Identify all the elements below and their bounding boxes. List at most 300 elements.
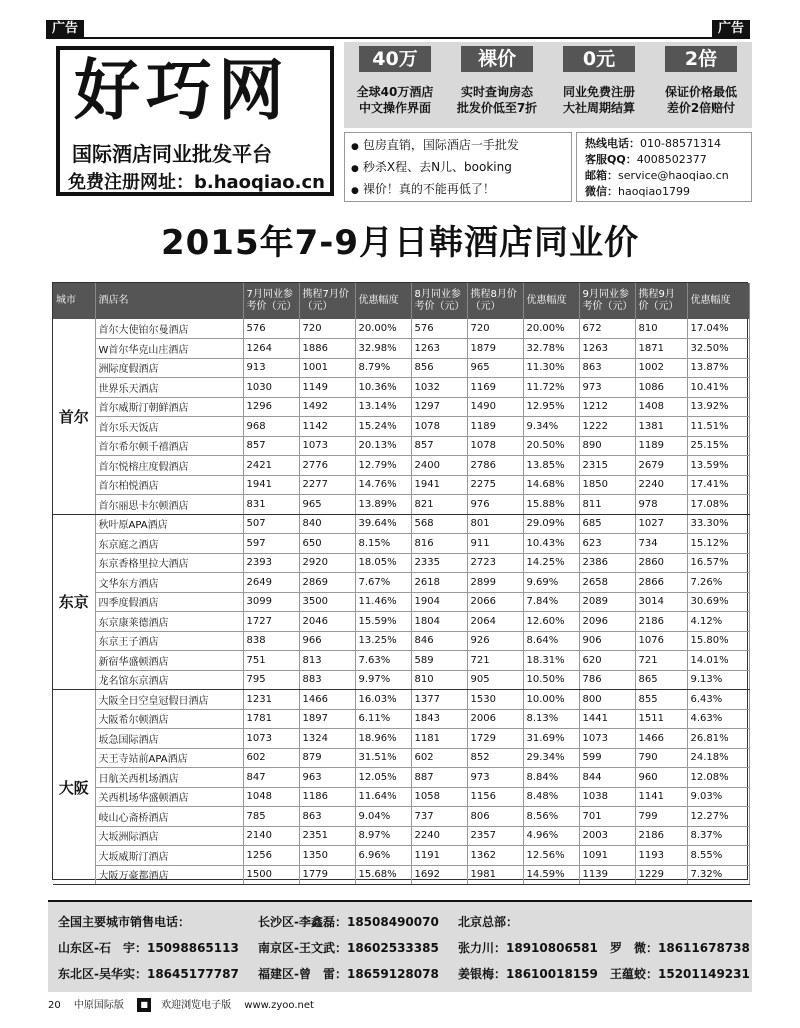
- price-cell: 12.79%: [355, 456, 411, 476]
- hotel-name-cell: 大坂洲际酒店: [95, 826, 243, 846]
- price-cell: 863: [579, 358, 635, 378]
- price-cell: 8.37%: [687, 826, 749, 846]
- bullet-text: 包房直销，国际酒店一手批发: [362, 138, 519, 152]
- price-cell: 806: [467, 807, 523, 827]
- price-cell: 883: [299, 670, 355, 690]
- price-cell: 2776: [299, 456, 355, 476]
- price-cell: 1058: [411, 787, 467, 807]
- table-body: [53, 319, 749, 885]
- bullet-item: [351, 134, 519, 156]
- price-cell: 16.57%: [687, 553, 749, 573]
- feature-badge: 2倍: [665, 46, 737, 72]
- price-cell: 1263: [579, 339, 635, 359]
- hotel-name-cell: 坂急国际酒店: [95, 729, 243, 749]
- ad-label-left: 广告: [46, 20, 84, 38]
- price-cell: 785: [243, 807, 299, 827]
- bullet-item: [351, 178, 495, 200]
- table-row: [53, 358, 749, 378]
- col-header: 7月同业参考价（元）: [243, 283, 299, 319]
- price-cell: 1727: [243, 612, 299, 632]
- table-row: [53, 729, 749, 749]
- price-cell: 1850: [579, 475, 635, 495]
- price-cell: 734: [635, 534, 687, 554]
- col-header: 8月同业参考价（元）: [411, 283, 467, 319]
- price-cell: 8.97%: [355, 826, 411, 846]
- price-cell: 26.81%: [687, 729, 749, 749]
- city-cell: 东京: [53, 514, 95, 690]
- price-cell: 973: [467, 768, 523, 788]
- price-cell: 9.69%: [523, 573, 579, 593]
- price-cell: 800: [579, 690, 635, 710]
- price-cell: 602: [411, 748, 467, 768]
- price-cell: 11.51%: [687, 417, 749, 437]
- hotel-name-cell: 首尔柏悦酒店: [95, 475, 243, 495]
- price-cell: 15.88%: [523, 495, 579, 515]
- price-cell: 623: [579, 534, 635, 554]
- price-cell: 1076: [635, 631, 687, 651]
- price-cell: 1091: [579, 846, 635, 866]
- price-cell: 12.95%: [523, 397, 579, 417]
- price-cell: 1381: [635, 417, 687, 437]
- hotline-value[interactable]: 010-88571314: [640, 137, 721, 150]
- price-cell: 15.68%: [355, 865, 411, 885]
- price-cell: 1002: [635, 358, 687, 378]
- price-cell: 821: [411, 495, 467, 515]
- price-cell: 3014: [635, 592, 687, 612]
- hotel-name-cell: W首尔华克山庄酒店: [95, 339, 243, 359]
- price-cell: 8.64%: [523, 631, 579, 651]
- price-cell: 1186: [299, 787, 355, 807]
- price-cell: 2335: [411, 553, 467, 573]
- price-cell: 17.41%: [687, 475, 749, 495]
- top-rule: [46, 37, 750, 39]
- price-cell: 7.32%: [687, 865, 749, 885]
- price-cell: 32.50%: [687, 339, 749, 359]
- price-cell: 2315: [579, 456, 635, 476]
- price-cell: 838: [243, 631, 299, 651]
- hotel-name-cell: 关西机场华盛顿酒店: [95, 787, 243, 807]
- price-cell: 25.15%: [687, 436, 749, 456]
- price-cell: 599: [579, 748, 635, 768]
- price-cell: 1466: [635, 729, 687, 749]
- price-cell: 2400: [411, 456, 467, 476]
- price-cell: 2064: [467, 612, 523, 632]
- hotline-label: 热线电话：: [585, 137, 640, 150]
- price-cell: 1229: [635, 865, 687, 885]
- price-cell: 816: [411, 534, 467, 554]
- price-cell: 15.24%: [355, 417, 411, 437]
- price-cell: 507: [243, 514, 299, 534]
- col-header: 优惠幅度: [355, 283, 411, 319]
- price-cell: 1073: [579, 729, 635, 749]
- price-cell: 13.14%: [355, 397, 411, 417]
- price-cell: 1073: [243, 729, 299, 749]
- price-cell: 1038: [579, 787, 635, 807]
- hotel-name-cell: 龙名馆东京酒店: [95, 670, 243, 690]
- price-cell: 1086: [635, 378, 687, 398]
- price-cell: 1779: [299, 865, 355, 885]
- price-cell: 751: [243, 651, 299, 671]
- price-cell: 720: [467, 319, 523, 339]
- hotel-name-cell: 首尔乐天饭店: [95, 417, 243, 437]
- price-cell: 7.63%: [355, 651, 411, 671]
- price-cell: 831: [243, 495, 299, 515]
- bullet-icon: ●: [351, 186, 359, 196]
- price-cell: 879: [299, 748, 355, 768]
- price-cell: 906: [579, 631, 635, 651]
- advert-header: [48, 40, 752, 206]
- price-cell: 926: [467, 631, 523, 651]
- price-cell: 10.36%: [355, 378, 411, 398]
- price-cell: 9.97%: [355, 670, 411, 690]
- price-cell: 2186: [635, 826, 687, 846]
- price-cell: 6.11%: [355, 709, 411, 729]
- bullet-icon: ●: [351, 164, 359, 174]
- price-cell: 10.43%: [523, 534, 579, 554]
- table-header-row: [53, 283, 749, 319]
- col-header: 优惠幅度: [687, 283, 749, 319]
- feature-line1: 实时查询房态: [460, 85, 533, 99]
- price-cell: 1181: [411, 729, 467, 749]
- price-cell: 810: [411, 670, 467, 690]
- sales-contacts: [48, 900, 752, 992]
- edition-name: 中原国际版: [73, 1000, 124, 1011]
- price-cell: 4.12%: [687, 612, 749, 632]
- price-cell: 18.05%: [355, 553, 411, 573]
- price-cell: 18.31%: [523, 651, 579, 671]
- table-row: [53, 319, 749, 339]
- hotel-name-cell: 大坂威斯汀酒店: [95, 846, 243, 866]
- price-table: [53, 283, 750, 885]
- price-cell: 1692: [411, 865, 467, 885]
- price-cell: 857: [411, 436, 467, 456]
- price-cell: 8.13%: [523, 709, 579, 729]
- table-row: [53, 397, 749, 417]
- email-value[interactable]: service@haoqiao.cn: [618, 169, 729, 182]
- bullet-text: 秒杀X程、去N儿、booking: [362, 160, 512, 174]
- hotel-name-cell: 首尔丽思卡尔顿酒店: [95, 495, 243, 515]
- price-cell: 863: [299, 807, 355, 827]
- table-row: [53, 592, 749, 612]
- contact-wang: 王蕴蛟：15201149231: [610, 967, 750, 981]
- price-cell: 2046: [299, 612, 355, 632]
- price-cell: 2786: [467, 456, 523, 476]
- price-cell: 1264: [243, 339, 299, 359]
- hotline: [585, 137, 721, 151]
- price-cell: 887: [411, 768, 467, 788]
- price-cell: 1169: [467, 378, 523, 398]
- price-cell: 721: [635, 651, 687, 671]
- price-cell: 968: [243, 417, 299, 437]
- col-header: 9月同业参考价（元）: [579, 283, 635, 319]
- price-cell: 1729: [467, 729, 523, 749]
- price-cell: 2866: [635, 573, 687, 593]
- price-cell: 13.59%: [687, 456, 749, 476]
- wechat-value: haoqiao1799: [618, 185, 690, 198]
- price-cell: 701: [579, 807, 635, 827]
- table-row: [53, 865, 749, 885]
- price-cell: 847: [243, 768, 299, 788]
- hotel-name-cell: 大阪全日空皇冠假日酒店: [95, 690, 243, 710]
- price-cell: 960: [635, 768, 687, 788]
- price-cell: 911: [467, 534, 523, 554]
- price-cell: 1492: [299, 397, 355, 417]
- price-cell: 2649: [243, 573, 299, 593]
- price-cell: 1897: [299, 709, 355, 729]
- price-cell: 1296: [243, 397, 299, 417]
- table-row: [53, 670, 749, 690]
- price-cell: 8.84%: [523, 768, 579, 788]
- qq-label: 客服QQ：: [585, 153, 637, 166]
- price-cell: 813: [299, 651, 355, 671]
- price-cell: 737: [411, 807, 467, 827]
- price-cell: 12.60%: [523, 612, 579, 632]
- price-cell: 976: [467, 495, 523, 515]
- hotel-name-cell: 秋叶原APA酒店: [95, 514, 243, 534]
- price-cell: 32.78%: [523, 339, 579, 359]
- price-cell: 8.79%: [355, 358, 411, 378]
- price-cell: 1490: [467, 397, 523, 417]
- price-cell: 905: [467, 670, 523, 690]
- magazine-logo-icon: ■: [137, 998, 151, 1012]
- feature-line2: 差价2倍赔付: [666, 101, 736, 115]
- price-cell: 12.56%: [523, 846, 579, 866]
- price-cell: 1941: [411, 475, 467, 495]
- price-cell: 795: [243, 670, 299, 690]
- price-cell: 1441: [579, 709, 635, 729]
- price-cell: 8.55%: [687, 846, 749, 866]
- price-cell: 1078: [411, 417, 467, 437]
- price-cell: 2421: [243, 456, 299, 476]
- price-cell: 2066: [467, 592, 523, 612]
- price-cell: 1189: [635, 436, 687, 456]
- price-cell: 2003: [579, 826, 635, 846]
- contact-fujian: 福建区-曾 雷：18659128078: [258, 967, 439, 981]
- price-cell: 14.68%: [523, 475, 579, 495]
- price-cell: 589: [411, 651, 467, 671]
- price-cell: 7.67%: [355, 573, 411, 593]
- price-cell: 10.50%: [523, 670, 579, 690]
- price-cell: 1511: [635, 709, 687, 729]
- hotel-name-cell: 首尔悦榕庄度假酒店: [95, 456, 243, 476]
- price-cell: 2096: [579, 612, 635, 632]
- price-cell: 1466: [299, 690, 355, 710]
- price-cell: 597: [243, 534, 299, 554]
- price-cell: 14.01%: [687, 651, 749, 671]
- price-cell: 11.46%: [355, 592, 411, 612]
- table-row: [53, 495, 749, 515]
- price-cell: 20.00%: [523, 319, 579, 339]
- price-cell: 799: [635, 807, 687, 827]
- price-cell: 14.76%: [355, 475, 411, 495]
- contact-changsha: 长沙区-李鑫磊：18508490070: [258, 915, 439, 929]
- hotel-name-cell: 四季度假酒店: [95, 592, 243, 612]
- price-cell: 15.80%: [687, 631, 749, 651]
- bullet-icon: ●: [351, 142, 359, 152]
- hotel-name-cell: 东京王子酒店: [95, 631, 243, 651]
- price-cell: 31.51%: [355, 748, 411, 768]
- hotel-name-cell: 首尔大使铂尔曼酒店: [95, 319, 243, 339]
- table-row: [53, 807, 749, 827]
- site-link[interactable]: www.zyoo.net: [244, 1000, 314, 1011]
- price-cell: 14.59%: [523, 865, 579, 885]
- price-cell: 856: [411, 358, 467, 378]
- price-cell: 1156: [467, 787, 523, 807]
- table-row: [53, 748, 749, 768]
- price-cell: 33.30%: [687, 514, 749, 534]
- logo-box: [56, 46, 334, 196]
- price-cell: 9.04%: [355, 807, 411, 827]
- price-cell: 1078: [467, 436, 523, 456]
- bullet-item: [351, 156, 512, 178]
- price-cell: 1350: [299, 846, 355, 866]
- welcome-text: 欢迎浏览电子版: [161, 1000, 232, 1011]
- price-cell: 8.56%: [523, 807, 579, 827]
- price-cell: 1222: [579, 417, 635, 437]
- price-cell: 1886: [299, 339, 355, 359]
- price-cell: 965: [299, 495, 355, 515]
- hotel-name-cell: 大阪希尔顿酒店: [95, 709, 243, 729]
- price-cell: 1500: [243, 865, 299, 885]
- price-cell: 1139: [579, 865, 635, 885]
- col-header: 城市: [53, 283, 95, 319]
- table-row: [53, 436, 749, 456]
- price-cell: 13.92%: [687, 397, 749, 417]
- price-cell: 10.41%: [687, 378, 749, 398]
- price-cell: 29.09%: [523, 514, 579, 534]
- price-cell: 1048: [243, 787, 299, 807]
- hotel-name-cell: 首尔希尔顿千禧酒店: [95, 436, 243, 456]
- table-row: [53, 826, 749, 846]
- feature-1: [446, 42, 548, 128]
- table-row: [53, 709, 749, 729]
- price-cell: 2240: [411, 826, 467, 846]
- col-header: 携程7月价（元）: [299, 283, 355, 319]
- price-cell: 20.13%: [355, 436, 411, 456]
- bullet-text: 裸价！真的不能再低了！: [362, 182, 495, 196]
- price-cell: 2860: [635, 553, 687, 573]
- page-title: 2015年7-9月日韩酒店同业价: [160, 223, 640, 263]
- price-cell: 2186: [635, 612, 687, 632]
- contact-box: [576, 132, 752, 202]
- wechat-label: 微信：: [585, 185, 618, 198]
- price-cell: 801: [467, 514, 523, 534]
- price-cell: 855: [635, 690, 687, 710]
- feature-strip: [344, 42, 752, 128]
- price-cell: 9.34%: [523, 417, 579, 437]
- hotel-name-cell: 世界乐天酒店: [95, 378, 243, 398]
- price-cell: 1193: [635, 846, 687, 866]
- price-cell: 965: [467, 358, 523, 378]
- price-cell: 963: [299, 768, 355, 788]
- col-header: 优惠幅度: [523, 283, 579, 319]
- price-cell: 620: [579, 651, 635, 671]
- feature-line1: 同业免费注册: [562, 85, 635, 99]
- table-row: [53, 573, 749, 593]
- price-cell: 1324: [299, 729, 355, 749]
- price-cell: 13.87%: [687, 358, 749, 378]
- hotel-name-cell: 文华东方酒店: [95, 573, 243, 593]
- price-cell: 8.15%: [355, 534, 411, 554]
- price-cell: 857: [243, 436, 299, 456]
- price-cell: 852: [467, 748, 523, 768]
- table-row: [53, 631, 749, 651]
- price-cell: 1032: [411, 378, 467, 398]
- price-cell: 720: [299, 319, 355, 339]
- price-cell: 9.13%: [687, 670, 749, 690]
- price-cell: 2679: [635, 456, 687, 476]
- feature-2: [548, 42, 650, 128]
- price-cell: 2006: [467, 709, 523, 729]
- price-cell: 13.89%: [355, 495, 411, 515]
- price-cell: 6.96%: [355, 846, 411, 866]
- price-cell: 844: [579, 768, 635, 788]
- city-cell: 大阪: [53, 690, 95, 885]
- price-cell: 846: [411, 631, 467, 651]
- price-cell: 2658: [579, 573, 635, 593]
- price-cell: 1149: [299, 378, 355, 398]
- col-header: 携程9月价（元）: [635, 283, 687, 319]
- price-cell: 7.26%: [687, 573, 749, 593]
- price-cell: 576: [411, 319, 467, 339]
- price-table-wrap: [52, 282, 748, 883]
- price-cell: 1879: [467, 339, 523, 359]
- price-cell: 602: [243, 748, 299, 768]
- feature-0: [344, 42, 446, 128]
- price-cell: 1843: [411, 709, 467, 729]
- table-row: [53, 768, 749, 788]
- table-row: [53, 651, 749, 671]
- price-cell: 6.43%: [687, 690, 749, 710]
- price-cell: 2140: [243, 826, 299, 846]
- price-cell: 2723: [467, 553, 523, 573]
- price-cell: 1804: [411, 612, 467, 632]
- feature-badge: 裸价: [461, 46, 533, 72]
- price-cell: 2386: [579, 553, 635, 573]
- price-cell: 1030: [243, 378, 299, 398]
- price-cell: 32.98%: [355, 339, 411, 359]
- feature-3: [650, 42, 752, 128]
- hotel-name-cell: 首尔威斯汀朝鲜酒店: [95, 397, 243, 417]
- price-cell: 11.64%: [355, 787, 411, 807]
- wechat: [585, 185, 690, 199]
- page-footer: [48, 998, 324, 1014]
- price-cell: 685: [579, 514, 635, 534]
- contact-dongbei: 东北区-吴华实：18645177787: [58, 967, 239, 981]
- price-cell: 14.25%: [523, 553, 579, 573]
- price-cell: 11.72%: [523, 378, 579, 398]
- feature-line1: 保证价格最低: [664, 85, 737, 99]
- hotel-name-cell: 洲际度假酒店: [95, 358, 243, 378]
- price-cell: 1191: [411, 846, 467, 866]
- contact-shandong: 山东区-石 宇：15098865113: [58, 941, 239, 955]
- price-cell: 790: [635, 748, 687, 768]
- price-cell: 29.34%: [523, 748, 579, 768]
- register-url[interactable]: 免费注册网址：b.haoqiao.cn: [68, 172, 325, 193]
- price-cell: 3099: [243, 592, 299, 612]
- price-cell: 12.05%: [355, 768, 411, 788]
- price-cell: 1408: [635, 397, 687, 417]
- price-cell: 15.12%: [687, 534, 749, 554]
- price-cell: 2277: [299, 475, 355, 495]
- hotel-name-cell: 岐山心斋桥酒店: [95, 807, 243, 827]
- qq: [585, 153, 707, 167]
- logo-subtitle: 国际酒店同业批发平台: [72, 142, 272, 166]
- contact-luo: 罗 微：18611678738: [610, 941, 750, 955]
- price-cell: 2920: [299, 553, 355, 573]
- price-cell: 1871: [635, 339, 687, 359]
- feature-line1: 全球40万酒店: [356, 85, 434, 99]
